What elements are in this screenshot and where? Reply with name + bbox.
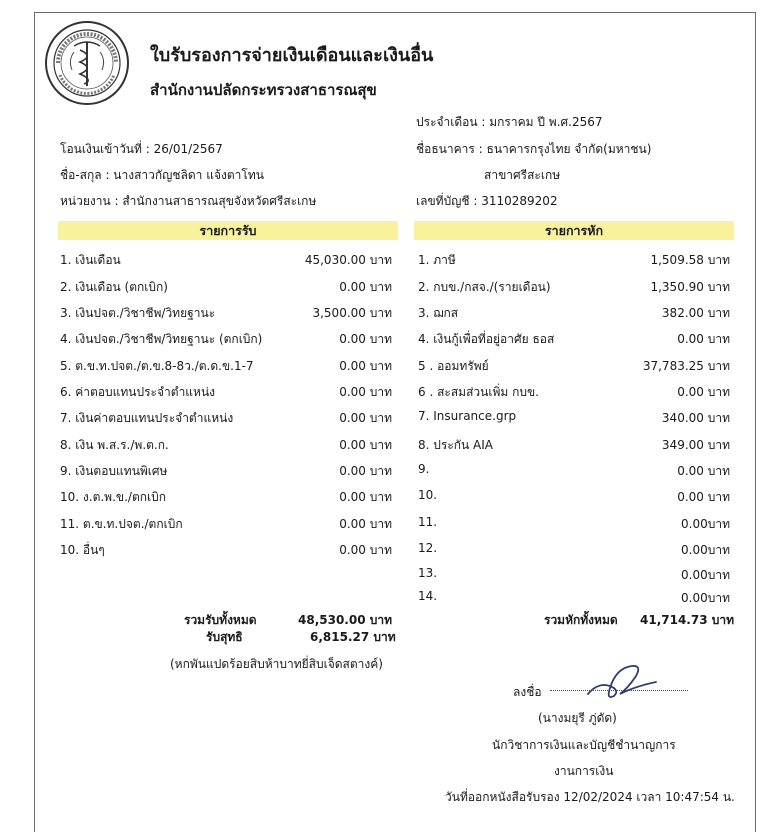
income-amount: 0.00 บาท (339, 385, 392, 399)
income-row (60, 357, 392, 375)
handwritten-signature (580, 660, 664, 700)
income-row (60, 515, 392, 533)
deduction-label: 5 . ออมทรัพย์ (418, 359, 489, 373)
income-row (60, 251, 392, 269)
deduction-label: 12. (418, 541, 438, 555)
ministry-seal-logo (44, 20, 130, 106)
signer-department: งานการเงิน (554, 764, 614, 778)
deduction-label: 6 . สะสมส่วนเพิ่ม กบข. (418, 385, 539, 399)
deduction-row (418, 589, 730, 607)
deduction-label: 2. กบข./กสจ./(รายเดือน) (418, 280, 551, 294)
income-amount: 0.00 บาท (339, 359, 392, 373)
income-amount: 0.00 บาท (339, 411, 392, 425)
deduction-amount: 0.00บาท (681, 568, 730, 582)
deduction-row (418, 409, 730, 427)
deduction-amount: 0.00บาท (681, 517, 730, 531)
income-label: 10. ง.ต.พ.ข./ตกเบิก (60, 490, 167, 504)
deduction-label: 1. ภาษี (418, 253, 456, 267)
income-amount: 0.00 บาท (339, 490, 392, 504)
income-row (60, 541, 392, 559)
income-amount: 0.00 บาท (339, 438, 392, 452)
income-amount: 0.00 บาท (339, 280, 392, 294)
income-label: 5. ต.ข.ท.ปจต./ต.ข.8-8ว./ต.ด.ข.1-7 (60, 359, 254, 373)
account-number: เลขที่บัญชี : 3110289202 (416, 194, 558, 208)
deduction-amount: 0.00 บาท (677, 490, 730, 504)
income-label: 3. เงินปจต./วิชาชีพ/วิทยฐานะ (60, 306, 216, 320)
deduction-row (418, 383, 730, 401)
income-amount: 0.00 บาท (339, 517, 392, 531)
income-row (60, 304, 392, 322)
income-label: 4. เงินปจต./วิชาชีพ/วิทยฐานะ (ตกเบิก) (60, 332, 263, 346)
document-title: ใบรับรองการจ่ายเงินเดือนและเงินอื่น (150, 45, 434, 66)
deduction-row (418, 541, 730, 559)
bank-name: ชื่อธนาคาร : ธนาคารกรุงไทย จำกัด(มหาชน) (416, 142, 652, 156)
deduction-amount: 0.00 บาท (677, 332, 730, 346)
deduction-row (418, 488, 730, 506)
income-header: รายการรับ (58, 221, 398, 240)
deduction-amount: 0.00 บาท (677, 385, 730, 399)
deduction-label: 3. ฌกส (418, 306, 459, 320)
income-row (60, 383, 392, 401)
income-row (60, 436, 392, 454)
deduction-label: 11. (418, 515, 438, 529)
deduction-total-label: รวมหักทั้งหมด (544, 613, 618, 627)
income-amount: 0.00 บาท (339, 543, 392, 557)
income-row (60, 278, 392, 296)
net-pay-amount: 6,815.27 บาท (310, 630, 396, 644)
income-row (60, 488, 392, 506)
deduction-amount: 382.00 บาท (661, 306, 730, 320)
deduction-amount: 0.00 บาท (677, 464, 730, 478)
income-amount: 0.00 บาท (339, 332, 392, 346)
deduction-label: 10. (418, 488, 438, 502)
income-row (60, 330, 392, 348)
issue-datetime: วันที่ออกหนังสือรับรอง 12/02/2024 เวลา 10:47:54 น. (445, 790, 735, 804)
pay-period: ประจำเดือน : มกราคม ปี พ.ศ.2567 (416, 115, 603, 129)
deduction-row (418, 436, 730, 454)
income-row (60, 409, 392, 427)
income-label: 8. เงิน พ.ส.ร./พ.ต.ก. (60, 438, 169, 452)
deduction-row (418, 566, 730, 584)
income-amount: 45,030.00 บาท (304, 253, 392, 267)
net-pay-in-words: (หกพันแปดร้อยสิบห้าบาทยี่สิบเจ็ดสตางค์) (170, 657, 383, 671)
deduction-amount: 349.00 บาท (661, 438, 730, 452)
income-total-amount: 48,530.00 บาท (298, 613, 393, 627)
deduction-label: 7. Insurance.grp (418, 409, 517, 423)
deduction-row (418, 357, 730, 375)
deduction-row (418, 515, 730, 533)
deduction-row (418, 304, 730, 322)
income-label: 10. อื่นๆ (60, 543, 105, 557)
employee-name: ชื่อ-สกุล : นางสาวกัญชลิดา แจ้งตาโทน (60, 168, 264, 182)
work-unit: หน่วยงาน : สำนักงานสาธารณสุขจังหวัดศรีสะเกษ (60, 194, 317, 208)
income-label: 7. เงินค่าตอบแทนประจำตำแหน่ง (60, 411, 234, 425)
deduction-label: 4. เงินกู้เพื่อที่อยู่อาศัย ธอส (418, 332, 555, 346)
income-label: 9. เงินตอบแทนพิเศษ (60, 464, 168, 478)
sign-label: ลงชื่อ (513, 685, 542, 699)
transfer-date: โอนเงินเข้าวันที่ : 26/01/2567 (60, 142, 223, 156)
income-label: 1. เงินเดือน (60, 253, 121, 267)
deduction-header: รายการหัก (414, 221, 734, 240)
income-total-label: รวมรับทั้งหมด (184, 613, 257, 627)
income-amount: 3,500.00 บาท (312, 306, 392, 320)
deduction-row (418, 251, 730, 269)
deduction-label: 13. (418, 566, 438, 580)
deduction-label: 8. ประกัน AIA (418, 438, 494, 452)
income-row (60, 462, 392, 480)
income-amount: 0.00 บาท (339, 464, 392, 478)
income-label: 6. ค่าตอบแทนประจำตำแหน่ง (60, 385, 216, 399)
deduction-label: 9. (418, 462, 430, 476)
deduction-total-amount: 41,714.73 บาท (640, 613, 735, 627)
deduction-amount: 0.00บาท (681, 591, 730, 605)
deduction-row (418, 330, 730, 348)
agency-name: สำนักงานปลัดกระทรวงสาธารณสุข (150, 81, 377, 99)
deduction-row (418, 278, 730, 296)
income-label: 2. เงินเดือน (ตกเบิก) (60, 280, 168, 294)
deduction-amount: 37,783.25 บาท (642, 359, 730, 373)
deduction-amount: 1,509.58 บาท (650, 253, 730, 267)
deduction-row (418, 462, 730, 480)
deduction-amount: 340.00 บาท (661, 411, 730, 425)
income-label: 11. ต.ข.ท.ปจต./ตกเบิก (60, 517, 183, 531)
net-pay-label: รับสุทธิ (206, 630, 243, 644)
deduction-amount: 1,350.90 บาท (650, 280, 730, 294)
bank-branch: สาขาศรีสะเกษ (484, 168, 561, 182)
deduction-label: 14. (418, 589, 438, 603)
signer-position: นักวิชาการเงินและบัญชีชำนาญการ (492, 738, 676, 752)
deduction-amount: 0.00บาท (681, 543, 730, 557)
signer-name: (นางมยุรี ภู่ดัด) (538, 711, 617, 725)
